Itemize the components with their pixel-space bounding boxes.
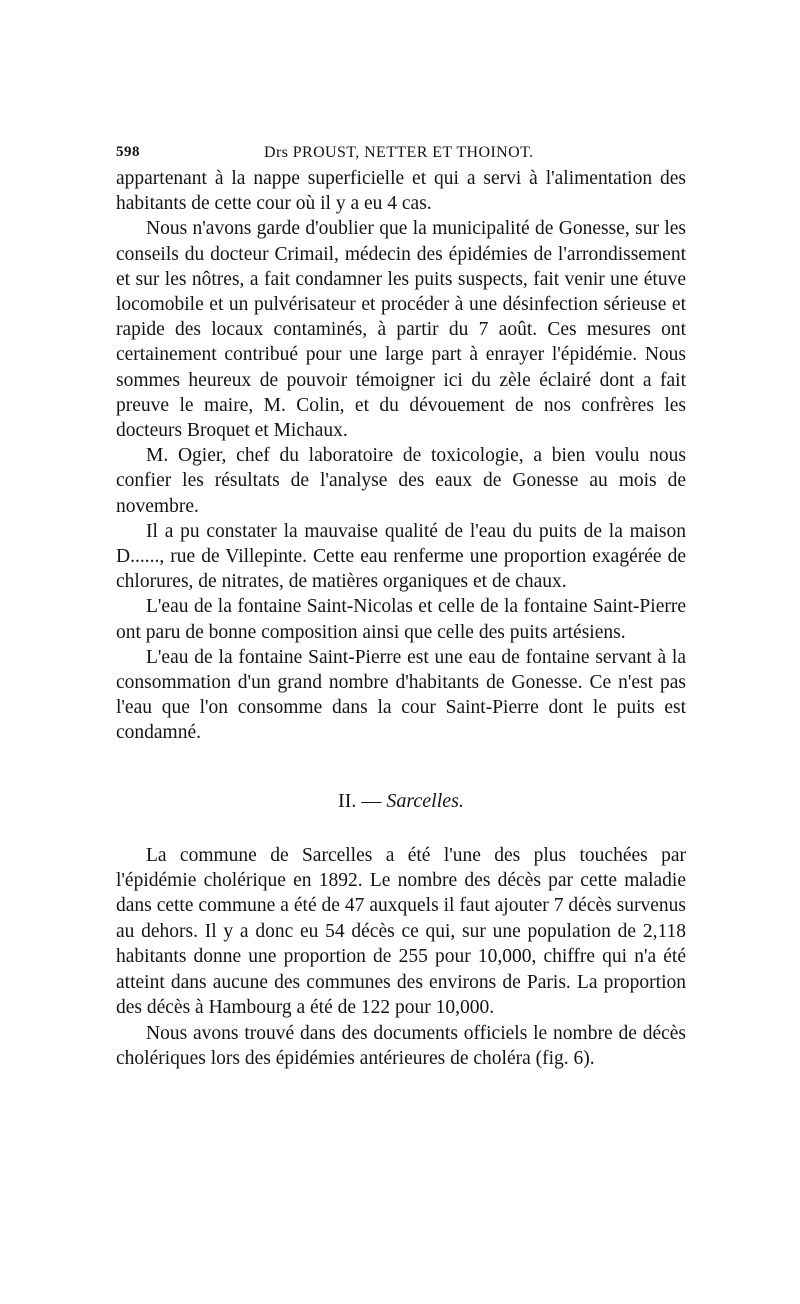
section-number: II. —	[338, 789, 382, 812]
paragraph-ogier-analysis: M. Ogier, chef du laboratoire de toxicologie, a bien voulu nous confier les résultats de l'analyse des eaux de Gonesse au mois de novembre.	[116, 445, 686, 517]
paragraph-well-quality: Il a pu constater la mauvaise qualité de l'eau du puits de la maison D......, rue de Villepinte. Cette eau renferme une proportion exagérée de chlorures, de nitrates, de matières organiques et de chaux.	[116, 520, 686, 593]
section-name: Sarcelles.	[386, 789, 464, 812]
paragraph-municipal-measures: Nous n'avons garde d'oublier que la municipalité de Gonesse, sur les conseils du docteur Crimail, médecin des épidémies de l'arrondissement et sur les nôtres, a fait condamner les puits suspects, fait venir une étuve locomobile et un pulvérisateur et procéder à une désinfection sérieuse et rapide des locaux contaminés, à partir du 7 août. Ces mesures ont certainement contribué pour une large part à enrayer l'épidémie. Nous sommes heureux de pouvoir témoigner ici du zèle éclairé dont a fait preuve le maire, M. Colin, et du dévouement de nos confrères les docteurs Broquet et Michaux.	[116, 218, 686, 442]
paragraph-sarcelles-mortality: La commune de Sarcelles a été l'une des plus touchées par l'épidémie cholérique en 1892. Le nombre des décès par cette maladie dans cette commune a été de 47 auxquels il faut ajouter 7 décès survenus au dehors. Il y a donc eu 54 décès ce qui, sur une population de 2,118 habitants donne une proportion de 255 pour 10,000, chiffre qui n'a été atteint dans aucune des communes des environs de Paris. La proportion des décès à Hambourg a été de 122 pour 10,000.	[116, 844, 686, 1019]
running-title: Drs PROUST, NETTER ET THOINOT.	[264, 144, 534, 161]
paragraph-fountains: L'eau de la fontaine Saint-Nicolas et celle de la fontaine Saint-Pierre ont paru de bonne composition ainsi que celle des puits artésiens.	[116, 596, 686, 643]
section-heading	[116, 790, 686, 813]
running-header	[116, 136, 686, 166]
section-body	[116, 843, 686, 1072]
book-page	[116, 136, 686, 1071]
body-text	[116, 166, 686, 746]
paragraph-continuation: appartenant à la nappe superficielle et qui a servi à l'alimentation des habitants de cette cour où il y a eu 4 cas.	[116, 168, 686, 215]
paragraph-official-documents: Nous avons trouvé dans des documents officiels le nombre de décès cholériques lors des épidémies antérieures de choléra (fig. 6).	[116, 1022, 686, 1069]
page-number: 598	[116, 144, 140, 160]
paragraph-saint-pierre: L'eau de la fontaine Saint-Pierre est une eau de fontaine servant à la consommation d'un grand nombre d'habitants de Gonesse. Ce n'est pas l'eau que l'on consomme dans la cour Saint-Pierre dont le puits est condamné.	[116, 646, 686, 744]
